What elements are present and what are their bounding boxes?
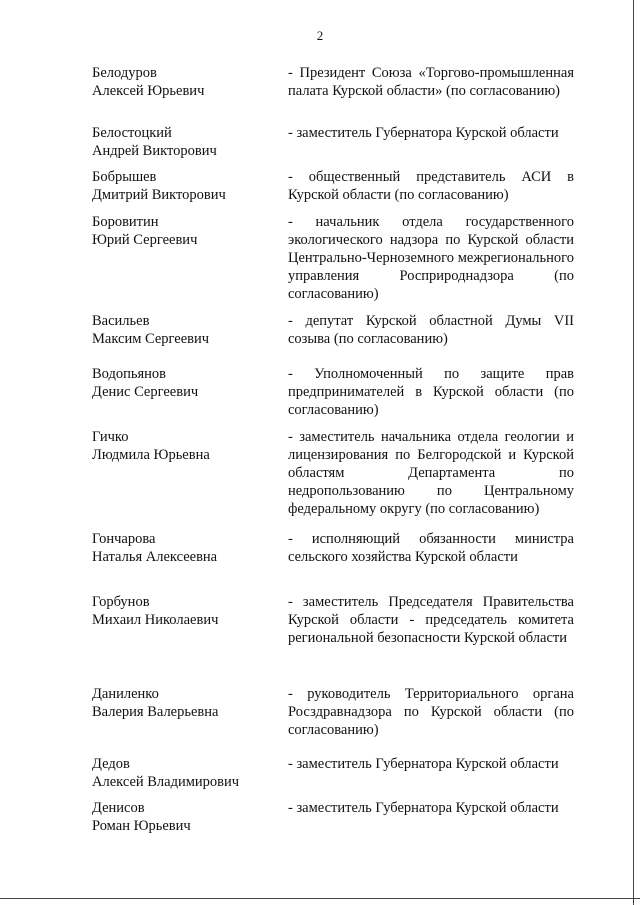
member-role: - заместитель начальника отдела геологии и лицензирования по Белгородской и Курской областям Департамента по недропользованию по Центральному федеральному округу (по согласованию)	[288, 429, 574, 517]
member-role: - руководитель Территориального органа Росздравнадзора по Курской области (по согласованию)	[288, 686, 574, 738]
member-role: - заместитель Председателя Правительства Курской области - председатель комитета региональной безопасности Курской области	[288, 594, 574, 646]
member-surname: Боровитин	[92, 214, 159, 230]
member-given-names: Алексей Юрьевич	[92, 83, 205, 99]
member-given-names: Андрей Викторович	[92, 143, 217, 159]
member-role: - общественный представитель АСИ в Курской области (по согласованию)	[288, 169, 574, 203]
member-role: - депутат Курской областной Думы VII созыва (по согласованию)	[288, 313, 574, 347]
member-role: - исполняющий обязанности министра сельского хозяйства Курской области	[288, 531, 574, 565]
scan-border-bottom	[0, 898, 640, 899]
member-surname: Гичко	[92, 429, 129, 445]
member-surname: Бобрышев	[92, 169, 157, 185]
member-role: - заместитель Губернатора Курской области	[288, 756, 559, 772]
member-surname: Белодуров	[92, 65, 157, 81]
member-given-names: Людмила Юрьевна	[92, 447, 210, 463]
member-surname: Денисов	[92, 800, 145, 816]
member-surname: Дедов	[92, 756, 130, 772]
member-given-names: Валерия Валерьевна	[92, 704, 219, 720]
member-surname: Даниленко	[92, 686, 159, 702]
member-role: - Президент Союза «Торгово-промышленная палата Курской области» (по согласованию)	[288, 65, 574, 99]
scan-border-right	[633, 0, 634, 905]
member-surname: Гончарова	[92, 531, 156, 547]
member-given-names: Юрий Сергеевич	[92, 232, 198, 248]
member-role: - Уполномоченный по защите прав предпринимателей в Курской области (по согласованию)	[288, 366, 574, 418]
member-surname: Горбунов	[92, 594, 150, 610]
member-surname: Белостоцкий	[92, 125, 172, 141]
member-given-names: Максим Сергеевич	[92, 331, 210, 347]
member-given-names: Роман Юрьевич	[92, 818, 191, 834]
member-given-names: Михаил Николаевич	[92, 612, 219, 628]
member-surname: Водопьянов	[92, 366, 167, 382]
member-given-names: Алексей Владимирович	[92, 774, 240, 790]
member-role: - заместитель Губернатора Курской области	[288, 125, 559, 141]
page-number: 2	[316, 28, 324, 43]
member-given-names: Дмитрий Викторович	[92, 187, 226, 203]
member-role: - заместитель Губернатора Курской области	[288, 800, 559, 816]
member-role: - начальник отдела государственного экологического надзора по Курской области Центрально-Черноземного межрегионального управления Росприроднадзора (по согласованию)	[288, 214, 574, 302]
member-surname: Васильев	[92, 313, 150, 329]
member-given-names: Наталья Алексеевна	[92, 549, 218, 565]
member-given-names: Денис Сергеевич	[92, 384, 199, 400]
